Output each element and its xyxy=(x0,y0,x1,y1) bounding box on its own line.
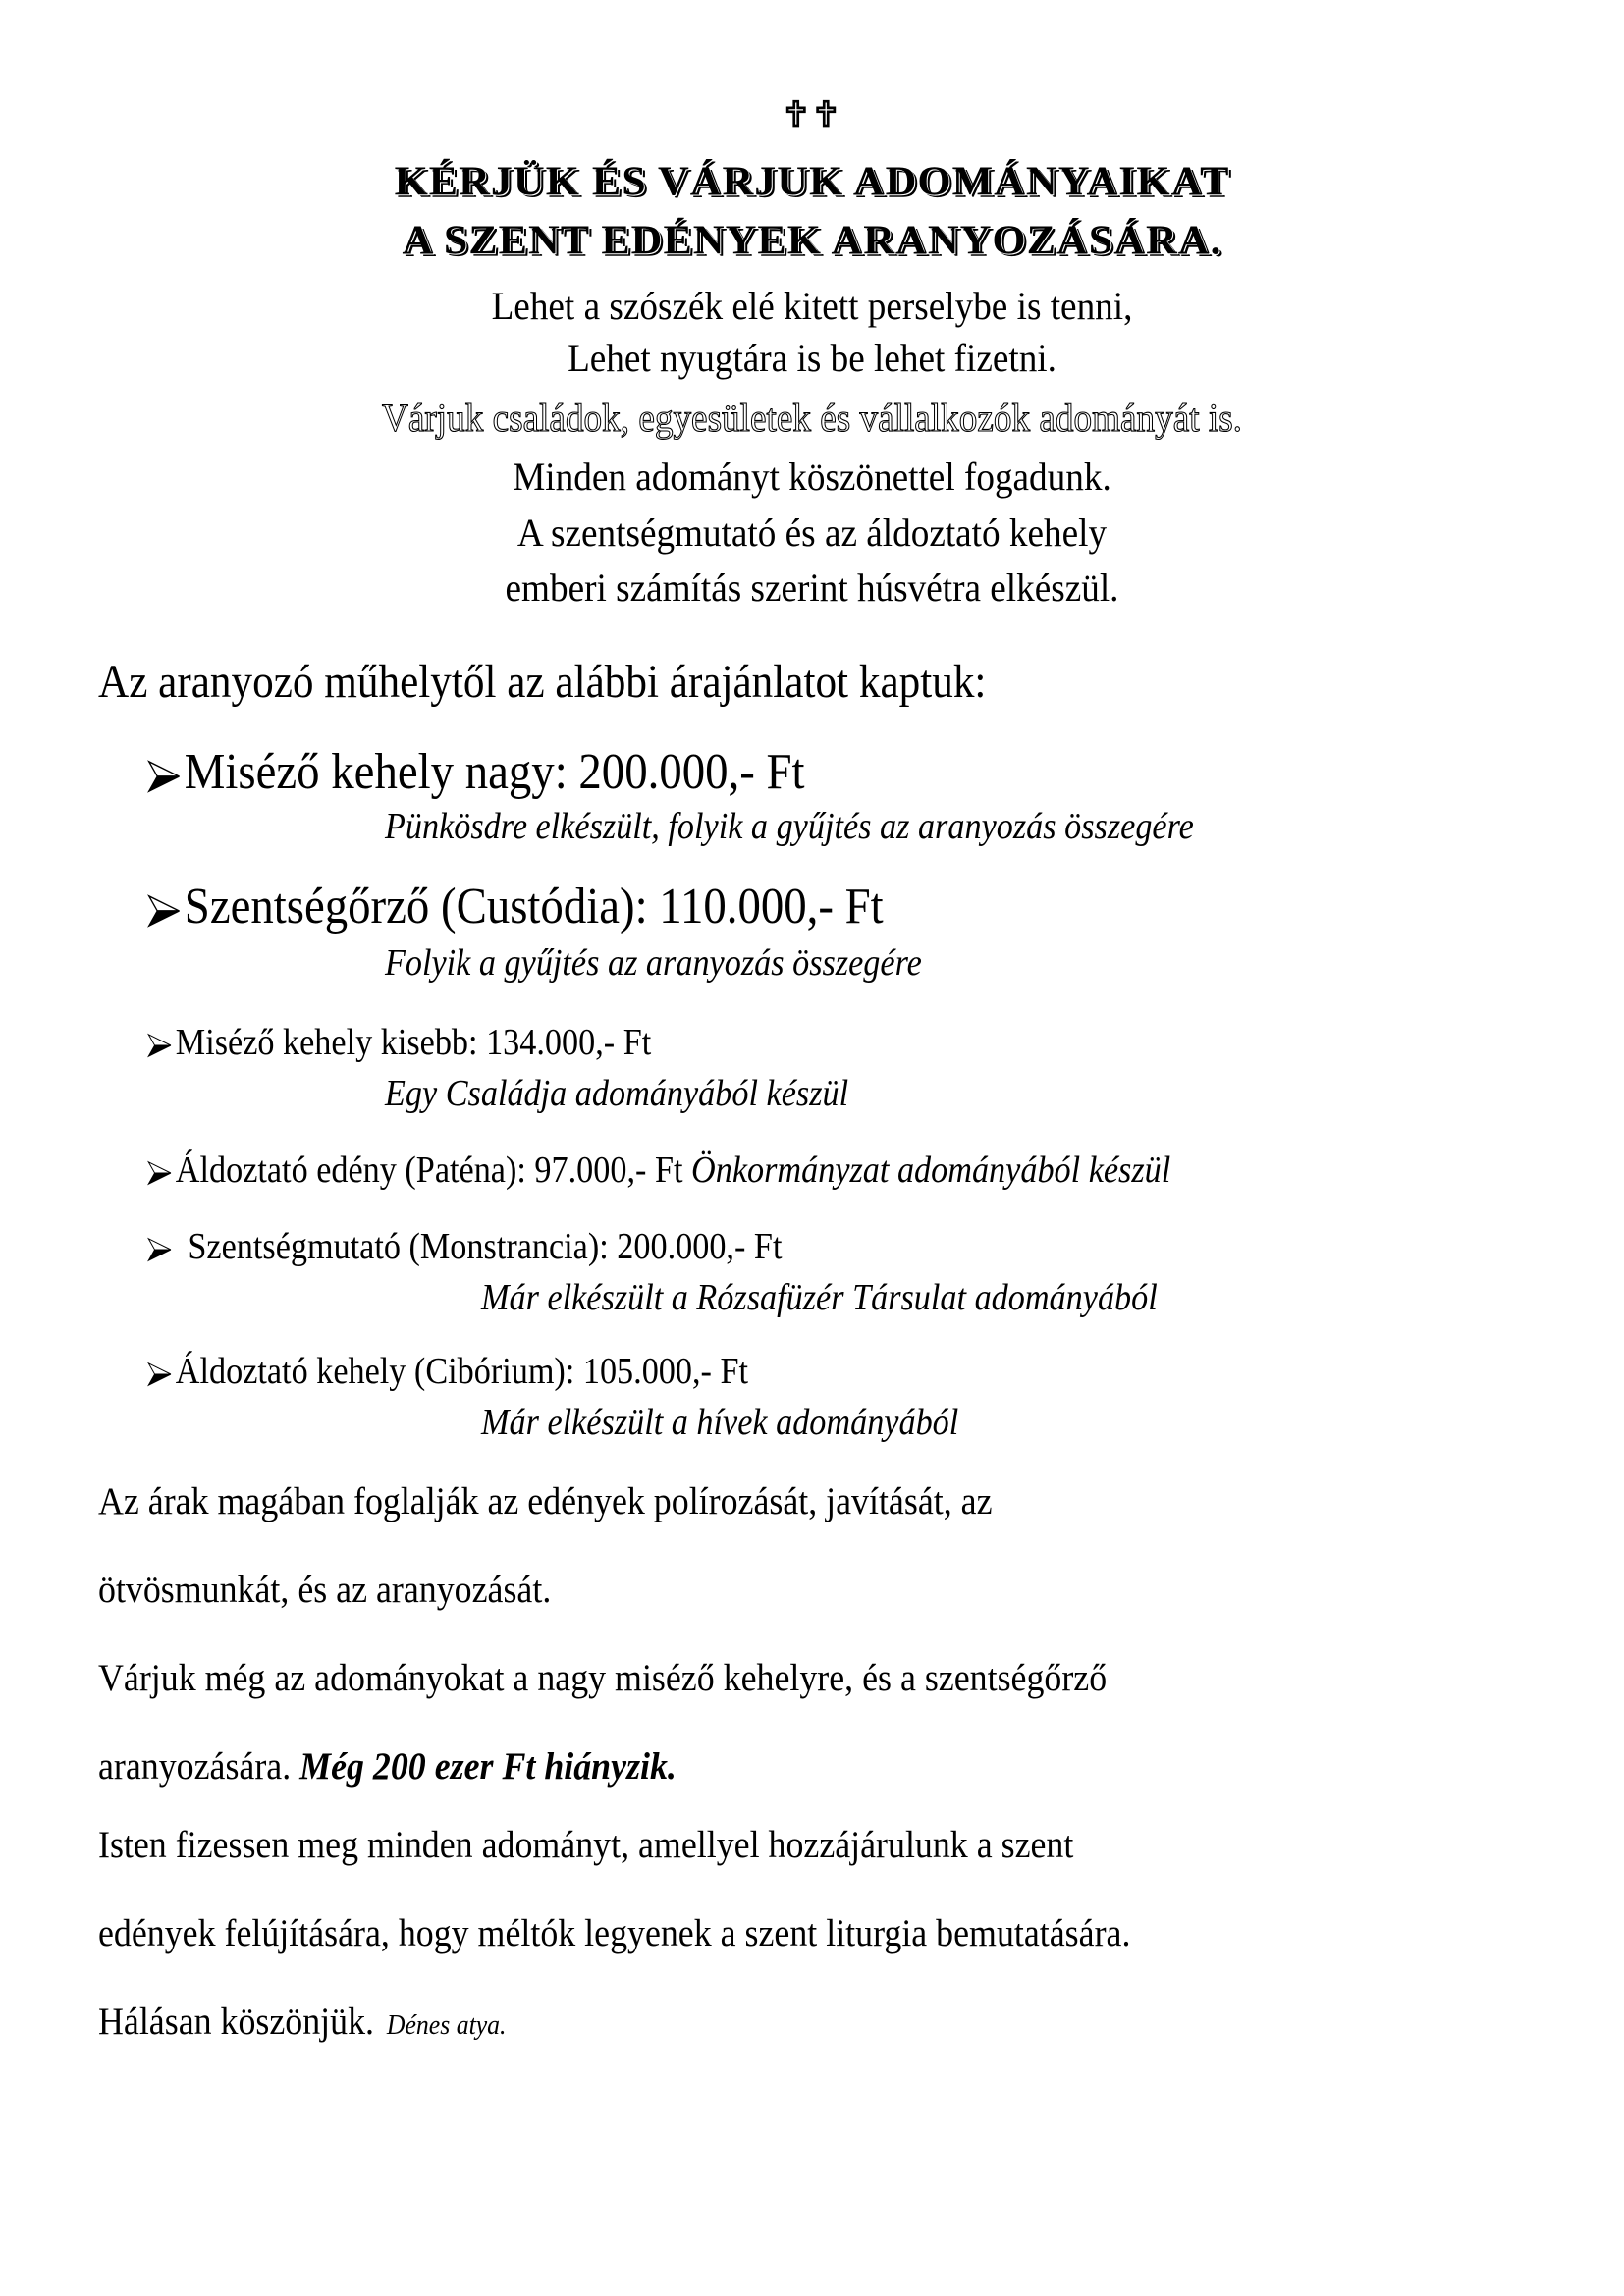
price-item xyxy=(147,879,884,935)
price-item xyxy=(147,1021,651,1064)
arrowhead-bullet-icon xyxy=(147,1236,172,1263)
price-item-note: Pünkösdre elkészült, folyik a gyűjtés az aranyozás összegére xyxy=(385,806,1194,847)
price-item-note: Önkormányzat adományából készül xyxy=(691,1149,1171,1191)
price-item xyxy=(147,1350,748,1393)
arrowhead-bullet-icon xyxy=(147,892,181,930)
page-title-line-1: KÉRJÜK ÉS VÁRJUK ADOMÁNYAIKAT xyxy=(394,158,1230,204)
price-item-label: Szentségőrző (Custódia): 110.000,- Ft xyxy=(184,879,884,934)
signature: Dénes atya. xyxy=(386,2010,507,2041)
intro-line: A szentségmutató és az áldoztató kehely xyxy=(516,510,1108,555)
intro-line-outlined: Várjuk családok, egyesületek és vállalkozók adományát is. xyxy=(381,396,1242,440)
price-item xyxy=(147,1225,782,1268)
closing-text: Várjuk még az adományokat a nagy miséző kehelyre, és a szentségőrző xyxy=(98,1657,1108,1699)
price-item-label: Szentségmutató (Monstrancia): 200.000,- Ft xyxy=(188,1226,783,1267)
cross-icon: ✝✝ xyxy=(782,97,842,133)
closing-text: Az árak magában foglalják az edények polírozását, javítását, az xyxy=(98,1480,993,1522)
intro-line: Minden adományt köszönettel fogadunk. xyxy=(513,454,1111,499)
price-item-note: Egy Családja adományából készül xyxy=(385,1073,849,1114)
page-title-line-2: A SZENT EDÉNYEK ARANYOZÁSÁRA. xyxy=(402,217,1222,263)
missing-amount-emphasis: Még 200 ezer Ft hiányzik. xyxy=(299,1745,677,1788)
price-item-label: Áldoztató edény (Paténa): 97.000,- Ft xyxy=(175,1149,683,1191)
intro-line: emberi számítás szerint húsvétra elkészül. xyxy=(505,565,1119,610)
closing-text-plain: aranyozására. xyxy=(98,1745,292,1788)
closing-text xyxy=(98,1745,677,1789)
price-item xyxy=(147,1148,1170,1192)
price-item-note: Már elkészült a Rózsafüzér Társulat adományából xyxy=(481,1277,1158,1318)
closing-text xyxy=(98,2001,506,2048)
intro-line: Lehet a szószék elé kitett perselybe is tenni, xyxy=(491,284,1133,328)
price-item-note: Már elkészült a hívek adományából xyxy=(481,1402,959,1443)
price-item xyxy=(147,744,805,801)
price-item-note: Folyik a gyűjtés az aranyozás összegére xyxy=(385,942,922,984)
closing-text: Isten fizessen meg minden adományt, amellyel hozzájárulunk a szent xyxy=(98,1824,1074,1866)
price-item-label: Miséző kehely kisebb: 134.000,- Ft xyxy=(175,1022,652,1063)
price-item-label: Áldoztató kehely (Cibórium): 105.000,- Ft xyxy=(175,1351,749,1392)
arrowhead-bullet-icon xyxy=(147,1159,172,1187)
thanks-text: Hálásan köszönjük. xyxy=(98,2001,375,2043)
closing-text: edények felújítására, hogy méltók legyenek a szent liturgia bemutatására. xyxy=(98,1912,1131,1954)
price-item-label: Miséző kehely nagy: 200.000,- Ft xyxy=(184,744,805,800)
closing-text: ötvösmunkát, és az aranyozását. xyxy=(98,1569,552,1611)
offer-heading: Az aranyozó műhelytől az alábbi árajánlatot kaptuk: xyxy=(98,656,987,708)
arrowhead-bullet-icon xyxy=(147,1361,172,1388)
arrowhead-bullet-icon xyxy=(147,1032,172,1059)
arrowhead-bullet-icon xyxy=(147,758,181,795)
intro-line: Lehet nyugtára is be lehet fizetni. xyxy=(568,336,1056,380)
